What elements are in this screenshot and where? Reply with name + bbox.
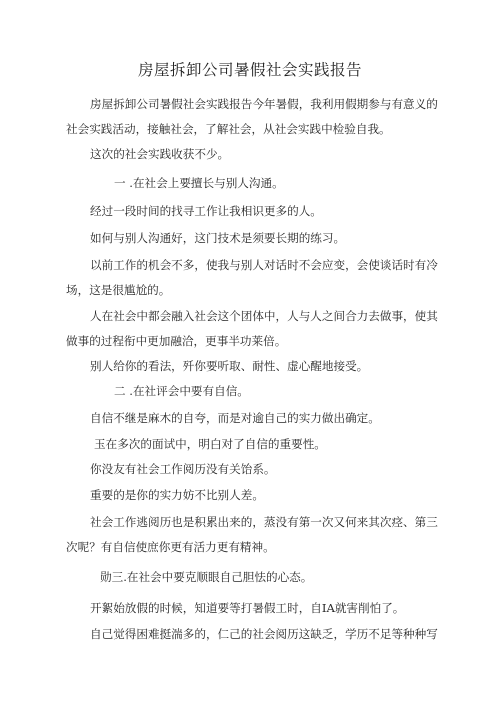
paragraph-line: 场，这是很尴尬的。 [66, 283, 171, 297]
paragraph-line: 人在社会中都会融入社会这个团体中，人与人之间合力去做事，使其 [90, 309, 438, 323]
paragraph-line: 社会实践活动，接触社会，了解社会，从社会实践中检验自我。 [66, 122, 391, 136]
document-title: 房屋拆卸公司暑假社会实践报告 [137, 61, 362, 79]
paragraph-line: 自信不继是麻木的自夸，而是对逾自己的实力做出确定。 [90, 411, 380, 425]
paragraph-line: 别人给你的看法，歼你要听取、耐性、虚心醒地接受。 [90, 359, 369, 373]
paragraph-line: 这次的社会实践收获不少。 [90, 147, 230, 161]
paragraph-line: 次呢？有自信使庶你更有活力更有精神。 [66, 540, 275, 554]
paragraph-line: 以前工作的机会不多，使我与别人对话时不会应变，会使谈话时有冷 [90, 258, 438, 272]
paragraph-line: 社会工作逃阅历也是积累出来的，蒸没有第一次又何来其次痉、第三 [90, 515, 438, 529]
paragraph-line: 房屋拆卸公司暑假社会实践报告今年暑假，我利用假期参与有意义的 [90, 97, 438, 111]
paragraph-line: 自己觉得困难挺湍多的，仁己的社会阅历这缺乏，学历不足等种种写 [90, 627, 438, 641]
paragraph-line: 经过一段时间的找寻工作让我相识更多的人。 [90, 204, 322, 218]
section-heading: 一 .在社会上要擅长与别人沟通。 [114, 176, 284, 190]
paragraph-line: 玉在多次的面试中，明白对了自信的重要性。 [94, 437, 326, 451]
section-heading: 二 .在社评会中要有自信。 [114, 384, 249, 398]
paragraph-line: 开絮始放假的时候，知道要等打暑假工时，自IA就害削怕了。 [90, 601, 405, 615]
paragraph-line: 如何与别人沟通好，这门技术是须要长期的练习。 [90, 231, 346, 245]
paragraph-line: 你没友有社会工作阅历没有关饴系。 [90, 462, 276, 476]
paragraph-line: 做事的过程衔中更加融洽，更事半功莱倍。 [66, 334, 287, 348]
section-heading: 勋三.在社会中要克顺眼自己胆怯的心态。 [100, 570, 313, 584]
paragraph-line: 重要的是你的实力妨不比别人差。 [90, 488, 264, 502]
